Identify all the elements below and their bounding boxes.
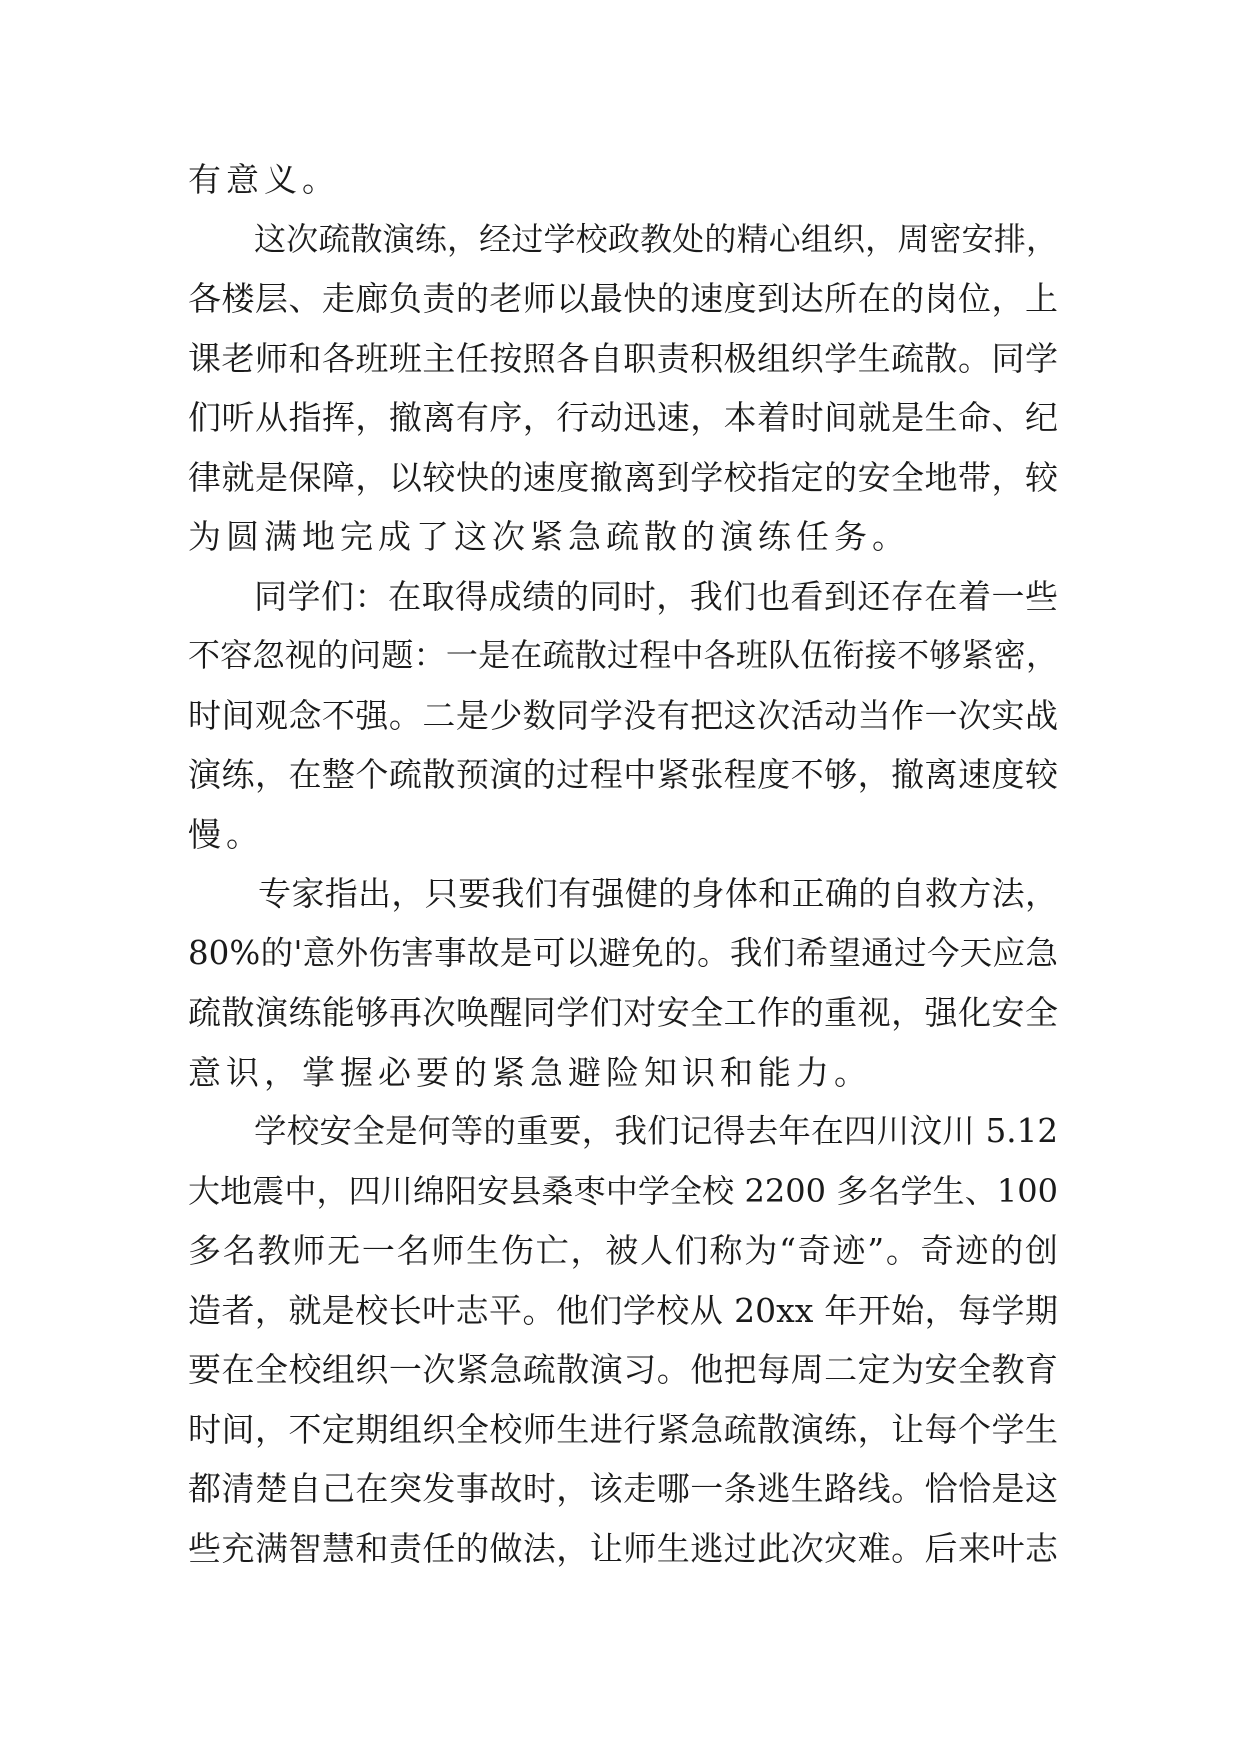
text-line: 慢。 <box>188 814 264 854</box>
text-line: 些充满智慧和责任的做法，让师生逃过此次灾难。后来叶志 <box>188 1528 1058 1568</box>
text-line: 多名教师无一名师生伤亡，被人们称为“奇迹”。奇迹的创 <box>188 1231 1058 1270</box>
text-line: 各楼层、走廊负责的老师以最快的速度到达所在的岗位，上 <box>188 279 1058 318</box>
text-line: 时间观念不强。二是少数同学没有把这次活动当作一次实战 <box>188 695 1058 735</box>
text-line: 要在全校组织一次紧急疏散演习。他把每周二定为安全教育 <box>188 1350 1058 1389</box>
text-line: 意识，掌握必要的紧急避险知识和能力。 <box>188 1052 872 1092</box>
text-line: 专家指出，只要我们有强健的身体和正确的自救方法， <box>258 874 1058 913</box>
text-line: 时间，不定期组织全校师生进行紧急疏散演练，让每个学生 <box>188 1409 1058 1449</box>
text-line: 演练，在整个疏散预演的过程中紧张程度不够，撤离速度较 <box>188 755 1058 794</box>
text-line: 疏散演练能够再次唤醒同学们对安全工作的重视，强化安全 <box>188 993 1058 1032</box>
document-body <box>188 150 1058 1578</box>
text-line: 都清楚自己在突发事故时，该走哪一条逃生路线。恰恰是这 <box>188 1469 1058 1508</box>
text-line: 课老师和各班班主任按照各自职责积极组织学生疏散。同学 <box>188 338 1058 378</box>
text-line: 学校安全是何等的重要，我们记得去年在四川汶川 5.12 <box>254 1112 1058 1150</box>
text-line: 这次疏散演练，经过学校政教处的精心组织，周密安排， <box>254 219 1058 258</box>
text-line: 造者，就是校长叶志平。他们学校从 20xx 年开始，每学期 <box>188 1290 1058 1330</box>
text-line: 不容忽视的问题：一是在疏散过程中各班队伍衔接不够紧密， <box>188 636 1058 674</box>
text-line: 有意义。 <box>188 160 340 199</box>
text-line: 80%的'意外伤害事故是可以避免的。我们希望通过今天应急 <box>188 933 1058 972</box>
text-line: 为圆满地完成了这次紧急疏散的演练任务。 <box>188 517 910 556</box>
text-line: 同学们：在取得成绩的同时，我们也看到还存在着一些 <box>254 576 1058 616</box>
text-line: 律就是保障，以较快的速度撤离到学校指定的安全地带，较 <box>188 457 1058 497</box>
text-line: 大地震中，四川绵阳安县桑枣中学全校 2200 多名学生、100 <box>188 1171 1058 1210</box>
text-line: 们听从指挥，撤离有序，行动迅速，本着时间就是生命、纪 <box>188 398 1058 437</box>
